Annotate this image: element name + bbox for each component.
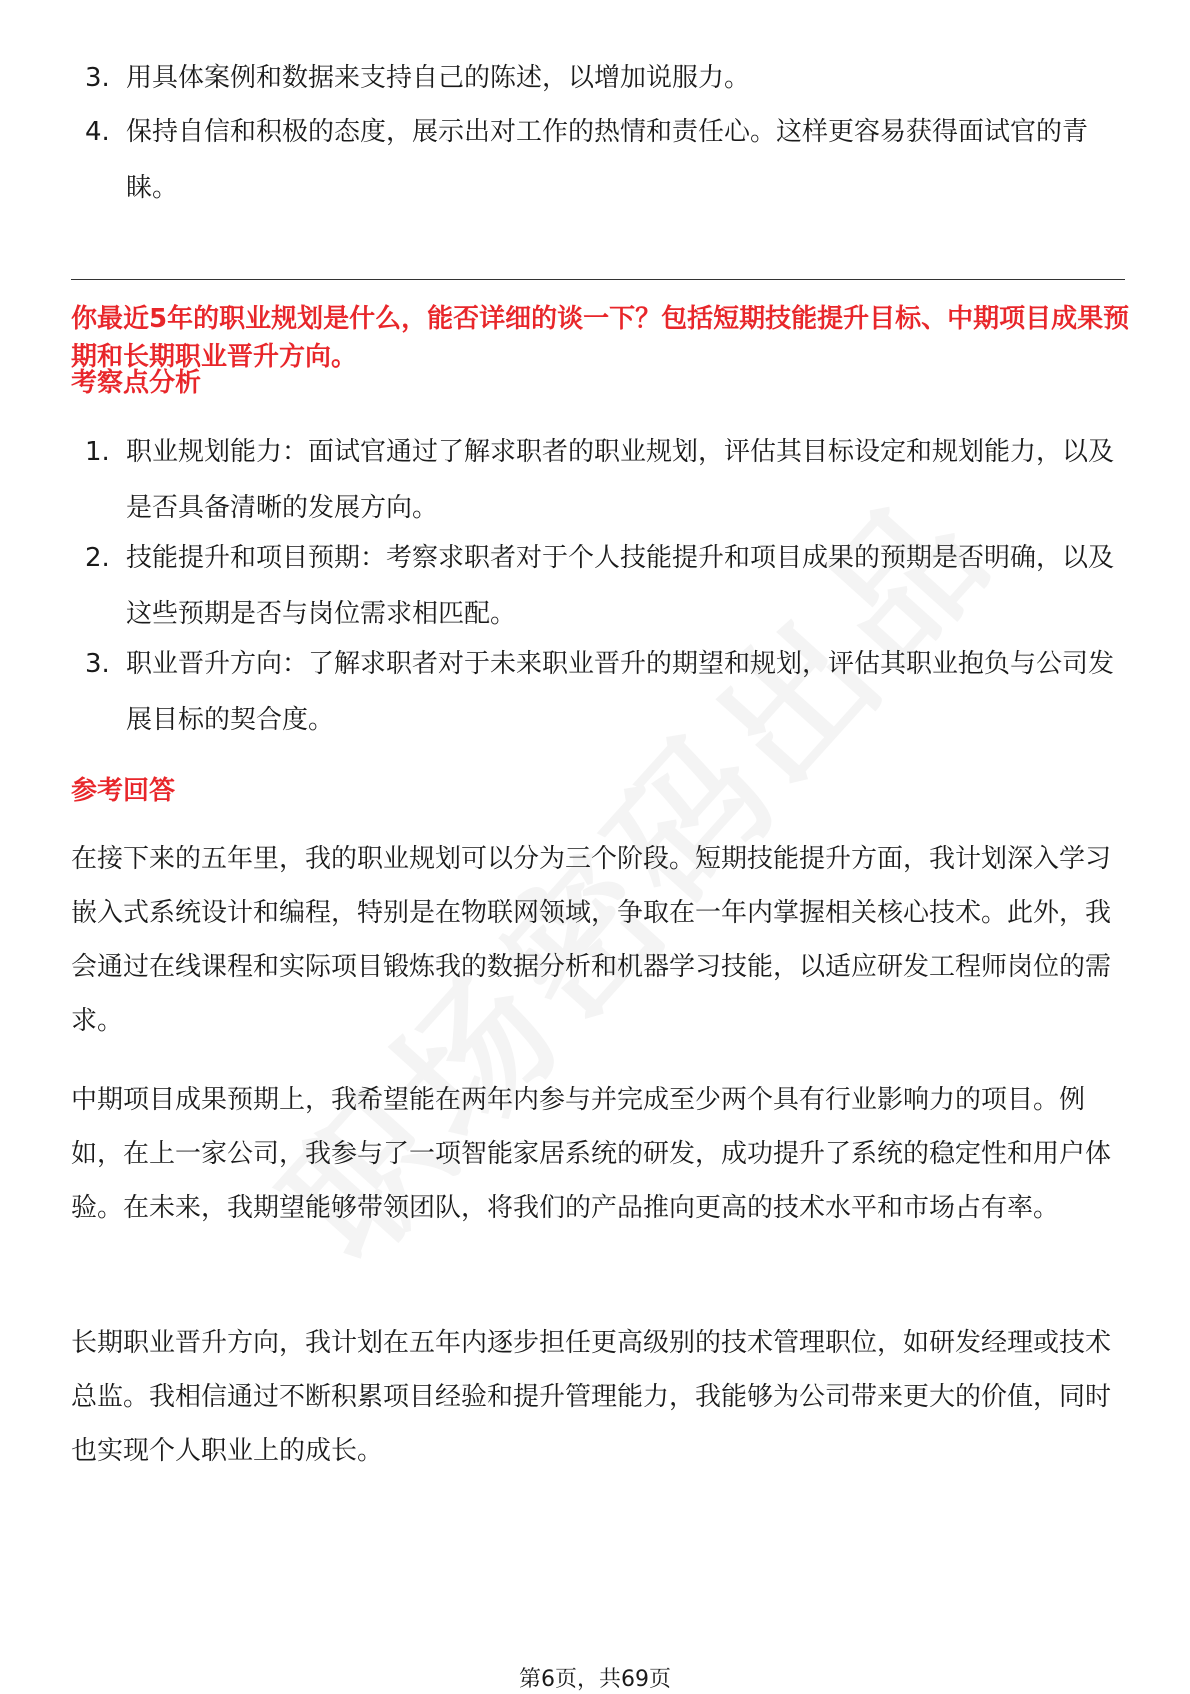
list-text: 职业晋升方向：了解求职者对于未来职业晋升的期望和规划，评估其职业抱负与公司发展目标的契合度。: [126, 649, 1115, 735]
answer-heading: 参考回答: [71, 776, 176, 806]
list-text: 技能提升和项目预期：考察求职者对于个人技能提升和项目成果的预期是否明确，以及这些预期是否与岗位需求相匹配。: [126, 543, 1115, 629]
list-number: 1.: [85, 437, 110, 467]
answer-paragraph: 长期职业晋升方向，我计划在五年内逐步担任更高级别的技术管理职位，如研发经理或技术总监。我相信通过不断积累项目经验和提升管理能力，我能够为公司带来更大的价值，同时也实现个人职业上的成长。: [71, 1328, 1112, 1466]
list-text: 用具体案例和数据来支持自己的陈述，以增加说服力。: [126, 63, 751, 93]
list-number: 2.: [85, 543, 110, 573]
list-number: 4.: [85, 117, 110, 147]
list-text: 保持自信和积极的态度，展示出对工作的热情和责任心。这样更容易获得面试官的青睐。: [126, 117, 1089, 203]
analysis-heading: 考察点分析: [71, 368, 202, 398]
question-heading: 你最近5年的职业规划是什么，能否详细的谈一下？包括短期技能提升目标、中期项目成果预期和长期职业晋升方向。: [71, 304, 1130, 372]
section-divider: [71, 279, 1125, 280]
page-footer: 第6页，共69页: [519, 1667, 671, 1692]
answer-paragraph: 中期项目成果预期上，我希望能在两年内参与并完成至少两个具有行业影响力的项目。例如，在上一家公司，我参与了一项智能家居系统的研发，成功提升了系统的稳定性和用户体验。在未来，我期望能够带领团队，将我们的产品推向更高的技术水平和市场占有率。: [71, 1085, 1112, 1223]
list-number: 3.: [85, 649, 110, 679]
answer-paragraph: 在接下来的五年里，我的职业规划可以分为三个阶段。短期技能提升方面，我计划深入学习嵌入式系统设计和编程，特别是在物联网领域，争取在一年内掌握相关核心技术。此外，我会通过在线课程和实际项目锻炼我的数据分析和机器学习技能，以适应研发工程师岗位的需求。: [71, 844, 1112, 1036]
list-text: 职业规划能力：面试官通过了解求职者的职业规划，评估其目标设定和规划能力，以及是否具备清晰的发展方向。: [126, 437, 1115, 523]
list-number: 3.: [85, 63, 110, 93]
